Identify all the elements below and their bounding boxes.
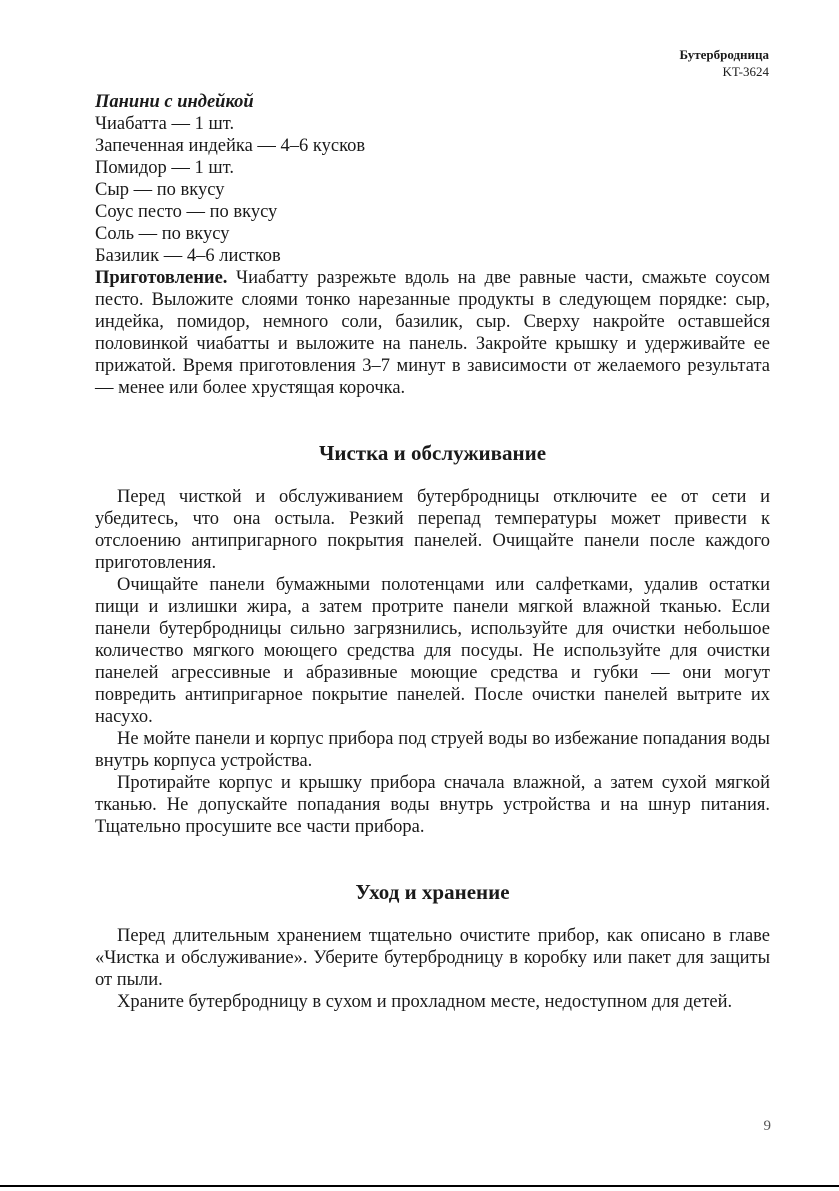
- page-number: 9: [763, 1118, 771, 1134]
- header-model: KT-3624: [722, 64, 769, 79]
- section-heading-care: Уход и хранение: [355, 880, 510, 904]
- paragraph: Перед длительным хранением тщательно очистите прибор, как описано в главе «Чистка и обслуживание». Уберите бутербродницу в коробку или пакет для защиты от пыли.: [95, 926, 770, 990]
- paragraph: Перед чисткой и обслуживанием бутербродницы отключите ее от сети и убедитесь, что она остыла. Резкий перепад температуры может привести к отслоению антипригарного покрытия панелей. Очищайте панели после каждого приготовления.: [95, 487, 770, 573]
- ingredient-item: Помидор — 1 шт.: [95, 158, 234, 178]
- preparation-text: Чиабатту разрежьте вдоль на две равные части, смажьте соусом песто. Выложите слоями тонко нарезанные продукты в следующем порядке: сыр, индейка, помидор, немного соли, базилик, сыр. Сверху накройте оставшейся половинкой чиабатты и выложите на панель. Закройте крышку и удерживайте ее прижатой. Время приготовления 3–7 минут в зависимости от желаемого результата — менее или более хрустящая корочка.: [95, 268, 770, 398]
- paragraph: Очищайте панели бумажными полотенцами или салфетками, удалив остатки пищи и излишки жира, а затем протрите панели мягкой влажной тканью. Если панели бутербродницы сильно загрязнились, используйте для очистки небольшое количество мягкого моющего средства для посуды. Не используйте для очистки панелей агрессивные и абразивные моющие средства и губки — они могут повредить антипригарное покрытие панелей. После очистки панелей вытрите их насухо.: [95, 575, 770, 727]
- section-heading-cleaning: Чистка и обслуживание: [318, 441, 547, 465]
- ingredient-item: Запеченная индейка — 4–6 кусков: [95, 136, 366, 156]
- paragraph: Храните бутербродницу в сухом и прохладном месте, недоступном для детей.: [117, 992, 733, 1012]
- recipe-title: Панини с индейкой: [95, 92, 254, 112]
- bottom-rule: [0, 1185, 839, 1187]
- ingredient-list: [95, 113, 770, 267]
- ingredient-item: Сыр — по вкусу: [95, 180, 225, 200]
- page-content: [95, 91, 770, 1013]
- ingredient-item: Базилик — 4–6 листков: [95, 246, 281, 266]
- paragraph: Протирайте корпус и крышку прибора сначала влажной, а затем сухой мягкой тканью. Не допускайте попадания воды внутрь устройства и на шнур питания. Тщательно просушите все части прибора.: [95, 773, 770, 837]
- ingredient-item: Соус песто — по вкусу: [95, 202, 278, 222]
- preparation-label: Приготовление.: [95, 268, 228, 288]
- ingredient-item: Чиабатта — 1 шт.: [95, 114, 235, 134]
- page-header: [679, 46, 769, 80]
- recipe-preparation: [95, 267, 770, 399]
- ingredient-item: Соль — по вкусу: [95, 224, 230, 244]
- paragraph: Не мойте панели и корпус прибора под струей воды во избежание попадания воды внутрь корпуса устройства.: [95, 729, 770, 771]
- header-title: Бутербродница: [679, 47, 769, 62]
